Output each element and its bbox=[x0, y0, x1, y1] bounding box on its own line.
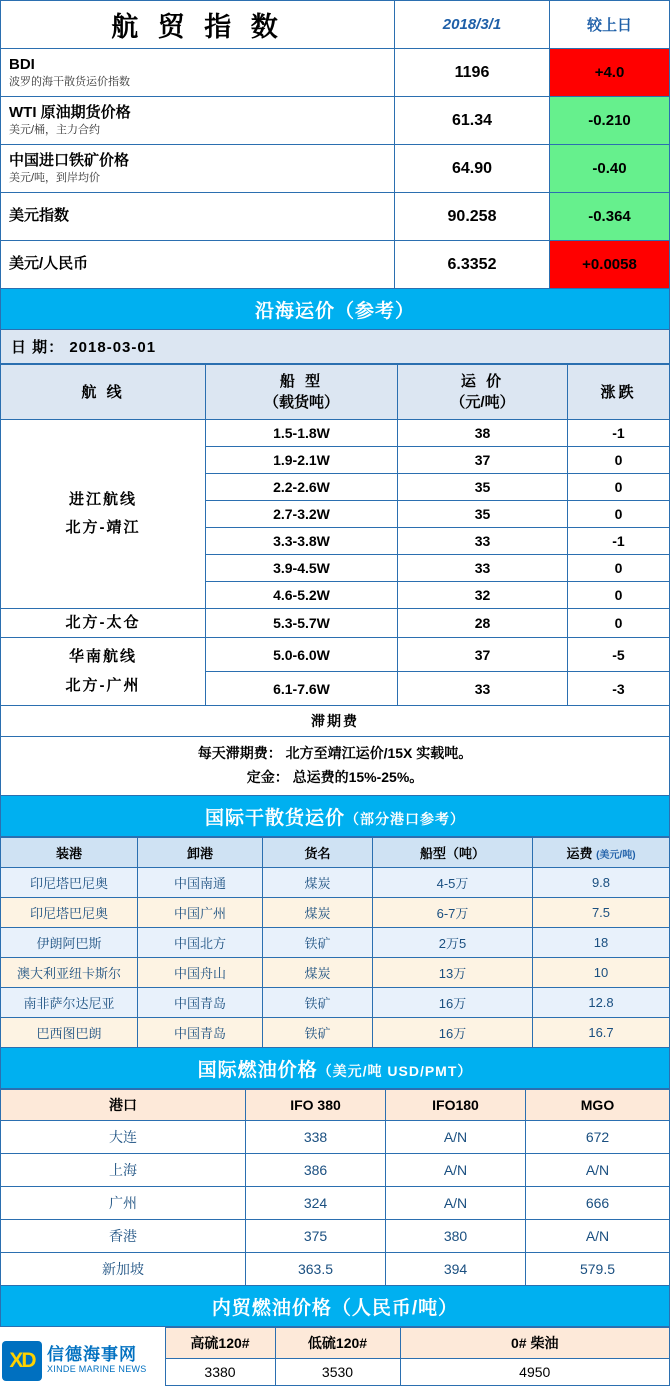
index-change: -0.40 bbox=[550, 145, 670, 193]
table-row bbox=[1, 737, 670, 796]
col-hs120: 高硫120# bbox=[165, 1327, 275, 1358]
index-subtitle: 美元/吨，到岸均价 bbox=[9, 171, 101, 184]
ifo180-price: 394 bbox=[386, 1252, 526, 1285]
ship-type: 5.0-6.0W bbox=[206, 638, 398, 672]
demurrage-body bbox=[1, 737, 670, 796]
col-ifo380: IFO 380 bbox=[246, 1089, 386, 1120]
ifo380-price: 375 bbox=[246, 1219, 386, 1252]
table-row bbox=[1, 1017, 670, 1047]
col-rate-line2: （元/吨） bbox=[450, 394, 515, 411]
col-rate-line1: 运 价 bbox=[460, 373, 505, 390]
ship-size: 4-5万 bbox=[373, 867, 533, 897]
route-group-3 bbox=[1, 638, 206, 706]
mgo-price: A/N bbox=[526, 1153, 670, 1186]
port-name: 大连 bbox=[1, 1120, 246, 1153]
ifo180-price: A/N bbox=[386, 1120, 526, 1153]
load-port: 印尼塔巴尼奥 bbox=[1, 897, 138, 927]
table-row bbox=[1, 897, 670, 927]
load-port: 澳大利亚纽卡斯尔 bbox=[1, 957, 138, 987]
mgo-price: 666 bbox=[526, 1186, 670, 1219]
rate: 35 bbox=[398, 474, 568, 501]
port-name: 上海 bbox=[1, 1153, 246, 1186]
rate: 28 bbox=[398, 609, 568, 638]
report-date: 2018/3/1 bbox=[395, 1, 550, 49]
change: -3 bbox=[568, 672, 670, 706]
ifo380-price: 363.5 bbox=[246, 1252, 386, 1285]
site-logo bbox=[2, 1338, 162, 1384]
ship-type: 1.5-1.8W bbox=[206, 420, 398, 447]
index-name: 中国进口铁矿价格 bbox=[9, 151, 130, 169]
discharge-port: 中国南通 bbox=[138, 867, 263, 897]
ship-type: 1.9-2.1W bbox=[206, 447, 398, 474]
discharge-port: 中国北方 bbox=[138, 927, 263, 957]
mgo-price: A/N bbox=[526, 1219, 670, 1252]
col-shiptype-line2: （载货吨） bbox=[263, 394, 339, 411]
ship-type: 4.6-5.2W bbox=[206, 582, 398, 609]
table-row bbox=[1, 193, 670, 241]
col-port: 港口 bbox=[1, 1089, 246, 1120]
col-freight-unit: (美元/吨) bbox=[596, 849, 636, 861]
route-line: 进江航线 bbox=[68, 490, 137, 508]
route-line: 北方-广州 bbox=[65, 676, 141, 694]
index-name: WTI 原油期货价格 bbox=[9, 103, 131, 121]
ifo380-price: 338 bbox=[246, 1120, 386, 1153]
dry-bulk-table bbox=[0, 837, 670, 1048]
mgo-price: 579.5 bbox=[526, 1252, 670, 1285]
change: 0 bbox=[568, 474, 670, 501]
cargo: 煤炭 bbox=[263, 897, 373, 927]
rate: 32 bbox=[398, 582, 568, 609]
discharge-port: 中国青岛 bbox=[138, 1017, 263, 1047]
hs120-price: 3380 bbox=[165, 1358, 275, 1385]
index-change: +0.0058 bbox=[550, 241, 670, 289]
ls120-price: 3530 bbox=[275, 1358, 400, 1385]
shipping-index-table bbox=[0, 0, 670, 289]
index-name: 美元指数 bbox=[9, 207, 70, 225]
index-value: 90.258 bbox=[395, 193, 550, 241]
index-name-cell bbox=[1, 97, 395, 145]
col-discharge-port: 卸港 bbox=[138, 837, 263, 867]
col-shiptype bbox=[206, 365, 398, 420]
col-freight-label: 运费 bbox=[566, 845, 593, 861]
section-header-dry-bulk bbox=[0, 796, 670, 837]
freight: 9.8 bbox=[533, 867, 670, 897]
rate: 37 bbox=[398, 638, 568, 672]
ship-type: 2.2-2.6W bbox=[206, 474, 398, 501]
ship-size: 16万 bbox=[373, 987, 533, 1017]
change: -1 bbox=[568, 528, 670, 555]
load-port: 印尼塔巴尼奥 bbox=[1, 867, 138, 897]
index-value: 64.90 bbox=[395, 145, 550, 193]
col-ship-size: 船型（吨） bbox=[373, 837, 533, 867]
table-row bbox=[1, 609, 670, 638]
ship-size: 6-7万 bbox=[373, 897, 533, 927]
demurrage-title: 滞期费 bbox=[1, 706, 670, 737]
index-name-cell bbox=[1, 145, 395, 193]
change: 0 bbox=[568, 582, 670, 609]
cargo: 铁矿 bbox=[263, 927, 373, 957]
index-value: 6.3352 bbox=[395, 241, 550, 289]
table-row bbox=[1, 1186, 670, 1219]
ship-type: 3.9-4.5W bbox=[206, 555, 398, 582]
ifo380-price: 324 bbox=[246, 1186, 386, 1219]
index-name: BDI bbox=[9, 55, 35, 73]
discharge-port: 中国舟山 bbox=[138, 957, 263, 987]
table-row bbox=[1, 145, 670, 193]
port-name: 新加坡 bbox=[1, 1252, 246, 1285]
table-row bbox=[1, 706, 670, 737]
compare-label: 较上日 bbox=[550, 1, 670, 49]
change: 0 bbox=[568, 501, 670, 528]
port-name: 广州 bbox=[1, 1186, 246, 1219]
ship-type: 5.3-5.7W bbox=[206, 609, 398, 638]
port-name: 香港 bbox=[1, 1219, 246, 1252]
cargo: 铁矿 bbox=[263, 1017, 373, 1047]
discharge-port: 中国青岛 bbox=[138, 987, 263, 1017]
logo-mark-icon: XD bbox=[2, 1341, 42, 1381]
ship-type: 6.1-7.6W bbox=[206, 672, 398, 706]
route-line: 华南航线 bbox=[68, 648, 137, 665]
col-freight bbox=[533, 837, 670, 867]
index-value: 61.34 bbox=[395, 97, 550, 145]
section-title-dry-bulk: 国际干散货运价 bbox=[204, 807, 345, 829]
index-subtitle: 波罗的海干散货运价指数 bbox=[9, 75, 130, 88]
change: -5 bbox=[568, 638, 670, 672]
bunker-intl-table bbox=[0, 1089, 670, 1286]
rate: 38 bbox=[398, 420, 568, 447]
section-header-bunker-intl bbox=[0, 1048, 670, 1089]
route-line: 北方-靖江 bbox=[65, 519, 141, 536]
demurrage-line: 每天滞期费： 北方至靖江运价/15X 实载吨。 bbox=[197, 745, 473, 761]
section-note-dry-bulk: （部分港口参考） bbox=[345, 810, 465, 827]
freight: 10 bbox=[533, 957, 670, 987]
col-diesel: 0# 柴油 bbox=[400, 1327, 670, 1358]
table-row bbox=[1, 927, 670, 957]
ship-size: 2万5 bbox=[373, 927, 533, 957]
col-shiptype-line1: 船 型 bbox=[279, 373, 324, 390]
table-row bbox=[1, 867, 670, 897]
cargo: 铁矿 bbox=[263, 987, 373, 1017]
index-name-cell bbox=[1, 49, 395, 97]
ship-type: 2.7-3.2W bbox=[206, 501, 398, 528]
index-header-row bbox=[1, 1, 670, 49]
logo-name-cn: 信德海事网 bbox=[47, 1345, 137, 1365]
freight: 16.7 bbox=[533, 1017, 670, 1047]
col-cargo: 货名 bbox=[263, 837, 373, 867]
freight: 7.5 bbox=[533, 897, 670, 927]
table-row bbox=[1, 1252, 670, 1285]
route-line: 北方-太仓 bbox=[65, 614, 141, 631]
logo-text bbox=[42, 1346, 147, 1375]
route-group-1 bbox=[1, 420, 206, 609]
table-row bbox=[1, 638, 670, 672]
freight: 12.8 bbox=[533, 987, 670, 1017]
section-header-bunker-domestic: 内贸燃油价格（人民币/吨） bbox=[0, 1286, 670, 1327]
index-change: +4.0 bbox=[550, 49, 670, 97]
index-name: 美元/人民币 bbox=[9, 255, 89, 273]
page-title: 航 贸 指 数 bbox=[1, 1, 395, 49]
coastal-freight-table bbox=[0, 364, 670, 796]
coastal-date: 日 期： 2018-03-01 bbox=[0, 330, 670, 364]
index-name-cell bbox=[1, 241, 395, 289]
ifo180-price: 380 bbox=[386, 1219, 526, 1252]
col-change: 涨跌 bbox=[568, 365, 670, 420]
demurrage-line: 定金： 总运费的15%-25%。 bbox=[246, 768, 424, 785]
change: 0 bbox=[568, 609, 670, 638]
table-row bbox=[1, 420, 670, 447]
coastal-header-row bbox=[1, 365, 670, 420]
ship-size: 16万 bbox=[373, 1017, 533, 1047]
load-port: 巴西图巴朗 bbox=[1, 1017, 138, 1047]
col-rate bbox=[398, 365, 568, 420]
col-load-port: 装港 bbox=[1, 837, 138, 867]
table-row bbox=[1, 1219, 670, 1252]
rate: 33 bbox=[398, 528, 568, 555]
dry-bulk-header-row bbox=[1, 837, 670, 867]
table-row bbox=[1, 97, 670, 145]
section-title-bunker-intl: 国际燃油价格 bbox=[197, 1059, 318, 1081]
rate: 33 bbox=[398, 672, 568, 706]
index-change: -0.364 bbox=[550, 193, 670, 241]
change: 0 bbox=[568, 447, 670, 474]
index-change: -0.210 bbox=[550, 97, 670, 145]
col-mgo: MGO bbox=[526, 1089, 670, 1120]
cargo: 煤炭 bbox=[263, 957, 373, 987]
load-port: 伊朗阿巴斯 bbox=[1, 927, 138, 957]
diesel-price: 4950 bbox=[400, 1358, 670, 1385]
index-value: 1196 bbox=[395, 49, 550, 97]
ifo180-price: A/N bbox=[386, 1153, 526, 1186]
freight: 18 bbox=[533, 927, 670, 957]
col-ifo180: IFO180 bbox=[386, 1089, 526, 1120]
col-ls120: 低硫120# bbox=[275, 1327, 400, 1358]
table-row bbox=[1, 1120, 670, 1153]
rate: 35 bbox=[398, 501, 568, 528]
table-row bbox=[1, 1153, 670, 1186]
rate: 33 bbox=[398, 555, 568, 582]
ifo380-price: 386 bbox=[246, 1153, 386, 1186]
table-row bbox=[1, 987, 670, 1017]
ifo180-price: A/N bbox=[386, 1186, 526, 1219]
change: 0 bbox=[568, 555, 670, 582]
table-row bbox=[1, 957, 670, 987]
rate: 37 bbox=[398, 447, 568, 474]
col-route: 航 线 bbox=[1, 365, 206, 420]
section-note-bunker-intl: （美元/吨 USD/PMT） bbox=[317, 1062, 473, 1079]
route-group-2 bbox=[1, 609, 206, 638]
mgo-price: 672 bbox=[526, 1120, 670, 1153]
logo-name-en: XINDE MARINE NEWS bbox=[47, 1363, 147, 1374]
load-port: 南非萨尔达尼亚 bbox=[1, 987, 138, 1017]
cargo: 煤炭 bbox=[263, 867, 373, 897]
index-name-cell bbox=[1, 193, 395, 241]
change: -1 bbox=[568, 420, 670, 447]
ship-type: 3.3-3.8W bbox=[206, 528, 398, 555]
discharge-port: 中国广州 bbox=[138, 897, 263, 927]
table-row bbox=[1, 49, 670, 97]
bunker-header-row bbox=[1, 1089, 670, 1120]
ship-size: 13万 bbox=[373, 957, 533, 987]
table-row bbox=[1, 241, 670, 289]
index-subtitle: 美元/桶，主力合约 bbox=[9, 123, 101, 136]
section-header-coastal: 沿海运价（参考） bbox=[0, 289, 670, 330]
